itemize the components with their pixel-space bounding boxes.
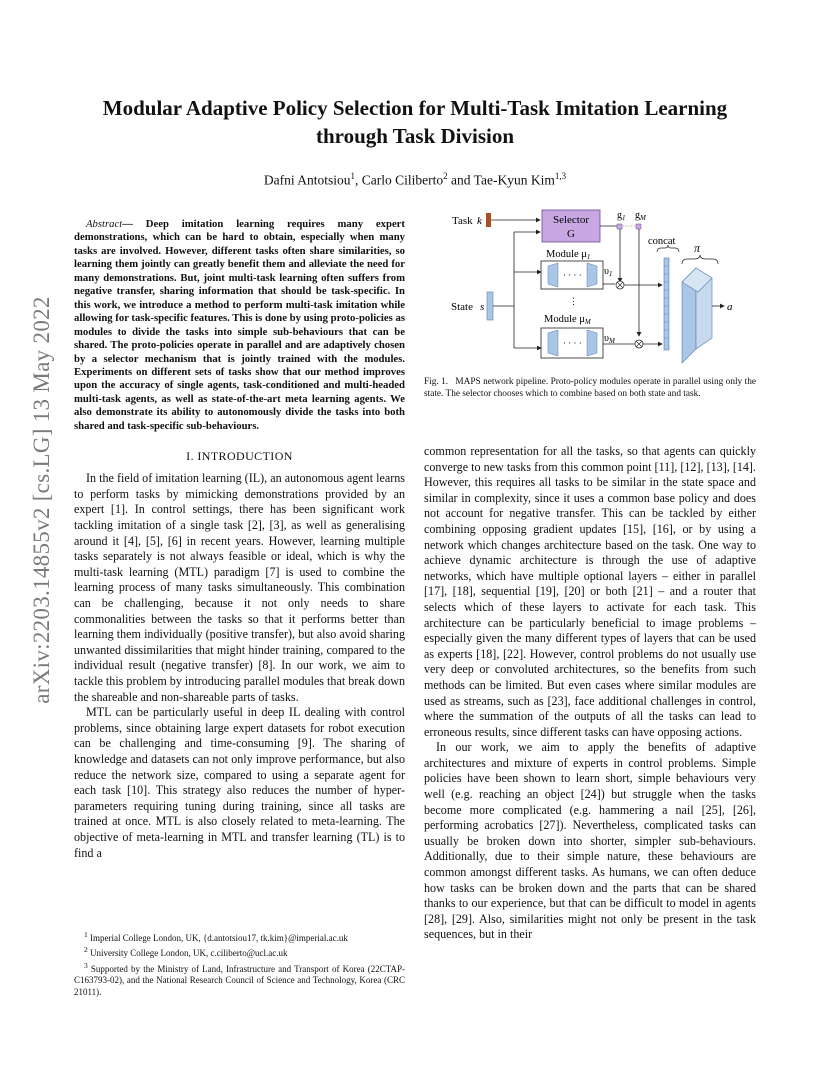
author-list [70,171,760,189]
footnote-text: University College London, UK, c.ciliberto@ucl.ac.uk [90,948,288,959]
policy-brace [682,255,718,264]
footnote [74,960,405,998]
footnotes [74,929,405,998]
caption-text: MAPS network pipeline. Proto-policy modules operate in parallel using only the state. The selector chooses which to combine based on both state and task. [424,377,756,399]
state-variable: s [480,301,485,313]
arxiv-identifier: arXiv:2203.14855v2 [cs.LG] 13 May 2022 [29,296,54,704]
author-affiliation-mark: 1,3 [554,171,567,181]
selector-label: Selector [552,214,590,226]
abstract-lead: Abstract [86,218,123,230]
author-affiliation-mark: 2 [443,171,448,181]
task-input-block [486,213,491,227]
module-M-layer-in [548,330,558,356]
module-1-layer-in [548,263,558,287]
intro-paragraph-3: common representation for all the tasks, so that agents can quickly converge to new tasks from this common point [11], [12], [13], [14]. However, this requires all tasks to be similar in the state space and similar in complexity, since it uses a common base policy and does not account for negative transfer. This can be tackled by either combining opposing gradient updates [15], [16], or by using a network which changes architecture based on the task. One way to achieve dynamic architecture is through the use of adaptive networks, which have multiple optional layers – either in parallel [17], [18], sequential [19], [20] or both [21] – and a router that selects which of these layers to activate for each task. This architecture can be particularly beneficial to image problems – especially given the many different types of layers that can be used as experts [18], [22]. However, control problems do not usually use very deep or convoluted architectures, so the benefits from such methods can be limited. But even cases where similar modules are used as streams, such as [23], face additional challenges in control, where the summation of the outputs of all the tasks can lead to erroneous results, since different tasks can have opposing actions. [424,444,756,739]
intro-paragraph-4: In our work, we aim to apply the benefits of adaptive architectures and mixture of experts in control problems. Simple policies have been shown to learn short, simple behaviours very well (e.g. reaching an object [24]) but struggle when the tasks become more complicated (e.g. hammering a nail [25], [26], performing acrobatics [27]). Nevertheless, complicated tasks can usually be broken down into shorter, simpler sub-behaviours. Additionally, due to their simple nature, these behaviours are common amongst different tasks. As humans, we can often deduce how tasks can be broken down and the parts that can be shared thanks to our experience, but that can be difficult to model in agents [28], [29]. Also, similarities might not only be present in the task sequences, but in their [424,740,756,942]
action-label: a [727,301,733,313]
gate-1-label: $g_1$ [617,210,626,222]
gate-M-block [636,224,641,229]
module-vertical-ellipsis: ⋮ [569,296,578,306]
abstract-dash: — [122,218,146,230]
left-column [74,218,405,861]
intro-paragraph-2: MTL can be particularly useful in deep IL dealing with control problems, since obtaining large expert datasets for robot execution can be challenging and time-consuming [9]. The sharing of knowledge and datasets can not only improve performance, but also reduce the network size, compared to using a separate agent for each task [10]. This strategy also reduces the number of hyper-parameters requiring tuning during training, since all tasks are trained at once. MTL is also closely related to meta-learning. The objective of meta-learning in MTL and transfer learning (TL) is to find a [74,705,405,860]
module-M-ellipsis: · · · · [563,338,582,348]
abstract-text: Deep imitation learning requires many expert demonstrations, which can be hard to obtain, especially when many tasks are involved. However, different tasks often share similarities, so learning them jointly can greatly benefit them and alleviate the need for many demonstrations. But, joint multi-task learning often suffers from negative transfer, sharing information that should be task-specific. In this work, we introduce a method to perform multi-task imitation while allowing for task-specific features. This is done by using proto-policies as modules to divide the tasks into simple sub-behaviours that can be shared. The proto-policies operate in parallel and are adaptively chosen by a selector mechanism that is jointly trained with the modules. Experiments on different sets of tasks show that our method improves upon the accuracy of single agents, task-conditioned and multi-headed multi-task agents, as well as state-of-the-art meta learning agents. We also demonstrate its ability to autonomously divide the tasks into both shared and task-specific sub-behaviours. [74,218,405,432]
concat-vector [664,258,669,350]
task-variable: k [477,215,482,227]
footnote-mark: 3 [84,960,88,970]
state-input-block [487,292,493,320]
maps-pipeline-figure [424,206,760,371]
paper-title [70,94,760,150]
module-1-layer-out [587,263,597,287]
module-M-label: Module μM [544,314,591,326]
author-name: Carlo Ciliberto [361,172,444,188]
value-M-label: $\upsilon_M$ [604,333,615,345]
footnote [74,944,405,959]
title-line-1: Modular Adaptive Policy Selection for Multi-Task Imitation Learning [102,96,728,120]
author-name: Dafni Antotsiou [263,172,351,188]
concat-label: concat [648,236,676,247]
state-label: State [451,301,473,313]
footnote-mark: 1 [84,930,88,939]
title-line-2: through Task Division [315,124,515,148]
footnote [74,929,405,944]
footnote-text: Supported by the Ministry of Land, Infrastructure and Transport of Korea (22CTAP-C163793-02), and the National Research Council of Science and Technology, Korea (CRC 21011). [74,963,405,997]
policy-label: π [694,241,701,255]
caption-label: Fig. 1. [424,377,449,387]
gate-M-label: $g_M$ [635,210,646,222]
arxiv-sidebar [22,230,62,770]
abstract [74,218,405,433]
author-separator: and [447,172,474,188]
right-column [424,444,756,943]
section-heading: I. INTRODUCTION [186,449,293,464]
author-separator: , [355,172,362,188]
module-1-ellipsis: · · · · [563,270,582,280]
author-name: Tae-Kyun Kim [473,172,555,188]
intro-paragraph-1: In the field of imitation learning (IL), an autonomous agent learns to perform tasks by mimicking demonstrations provided by an expert [1]. In control settings, there has been significant work tackling imitation of a single task [2], [3], as well as generalising around it [4], [5], [6] in recent years. However, learning multiple tasks separately is not always feasible or ideal, which is why the multi-task learning (MTL) paradigm [7] is used to combine the learning process of many tasks simultaneously. This combination can be challenging, because it not only needs to share commonalities between the tasks so that it performs better than learning them individually (positive transfer), but also avoid sharing unwanted dissimilarities that might hinder training, compared to the individual result (negative transfer) [8]. In our work, we aim to tackle this problem by introducing parallel modules that break down the shareable and non-shareable parts of tasks. [74,471,405,704]
footnote-text: Imperial College London, UK, {d.antotsiou17, tk.kim}@imperial.ac.uk [90,933,348,943]
task-label: Task [452,215,473,227]
module-1-label: Module μ1 [546,249,591,261]
footnote-mark: 2 [84,945,88,955]
figure-caption [424,377,756,400]
gate-1-block [617,224,622,229]
selector-symbol: G [567,228,575,240]
pipeline-diagram [424,206,760,371]
module-M-layer-out [587,330,597,356]
value-1-label: $\upsilon_1$ [604,266,613,278]
author-affiliation-mark: 1 [350,171,356,181]
